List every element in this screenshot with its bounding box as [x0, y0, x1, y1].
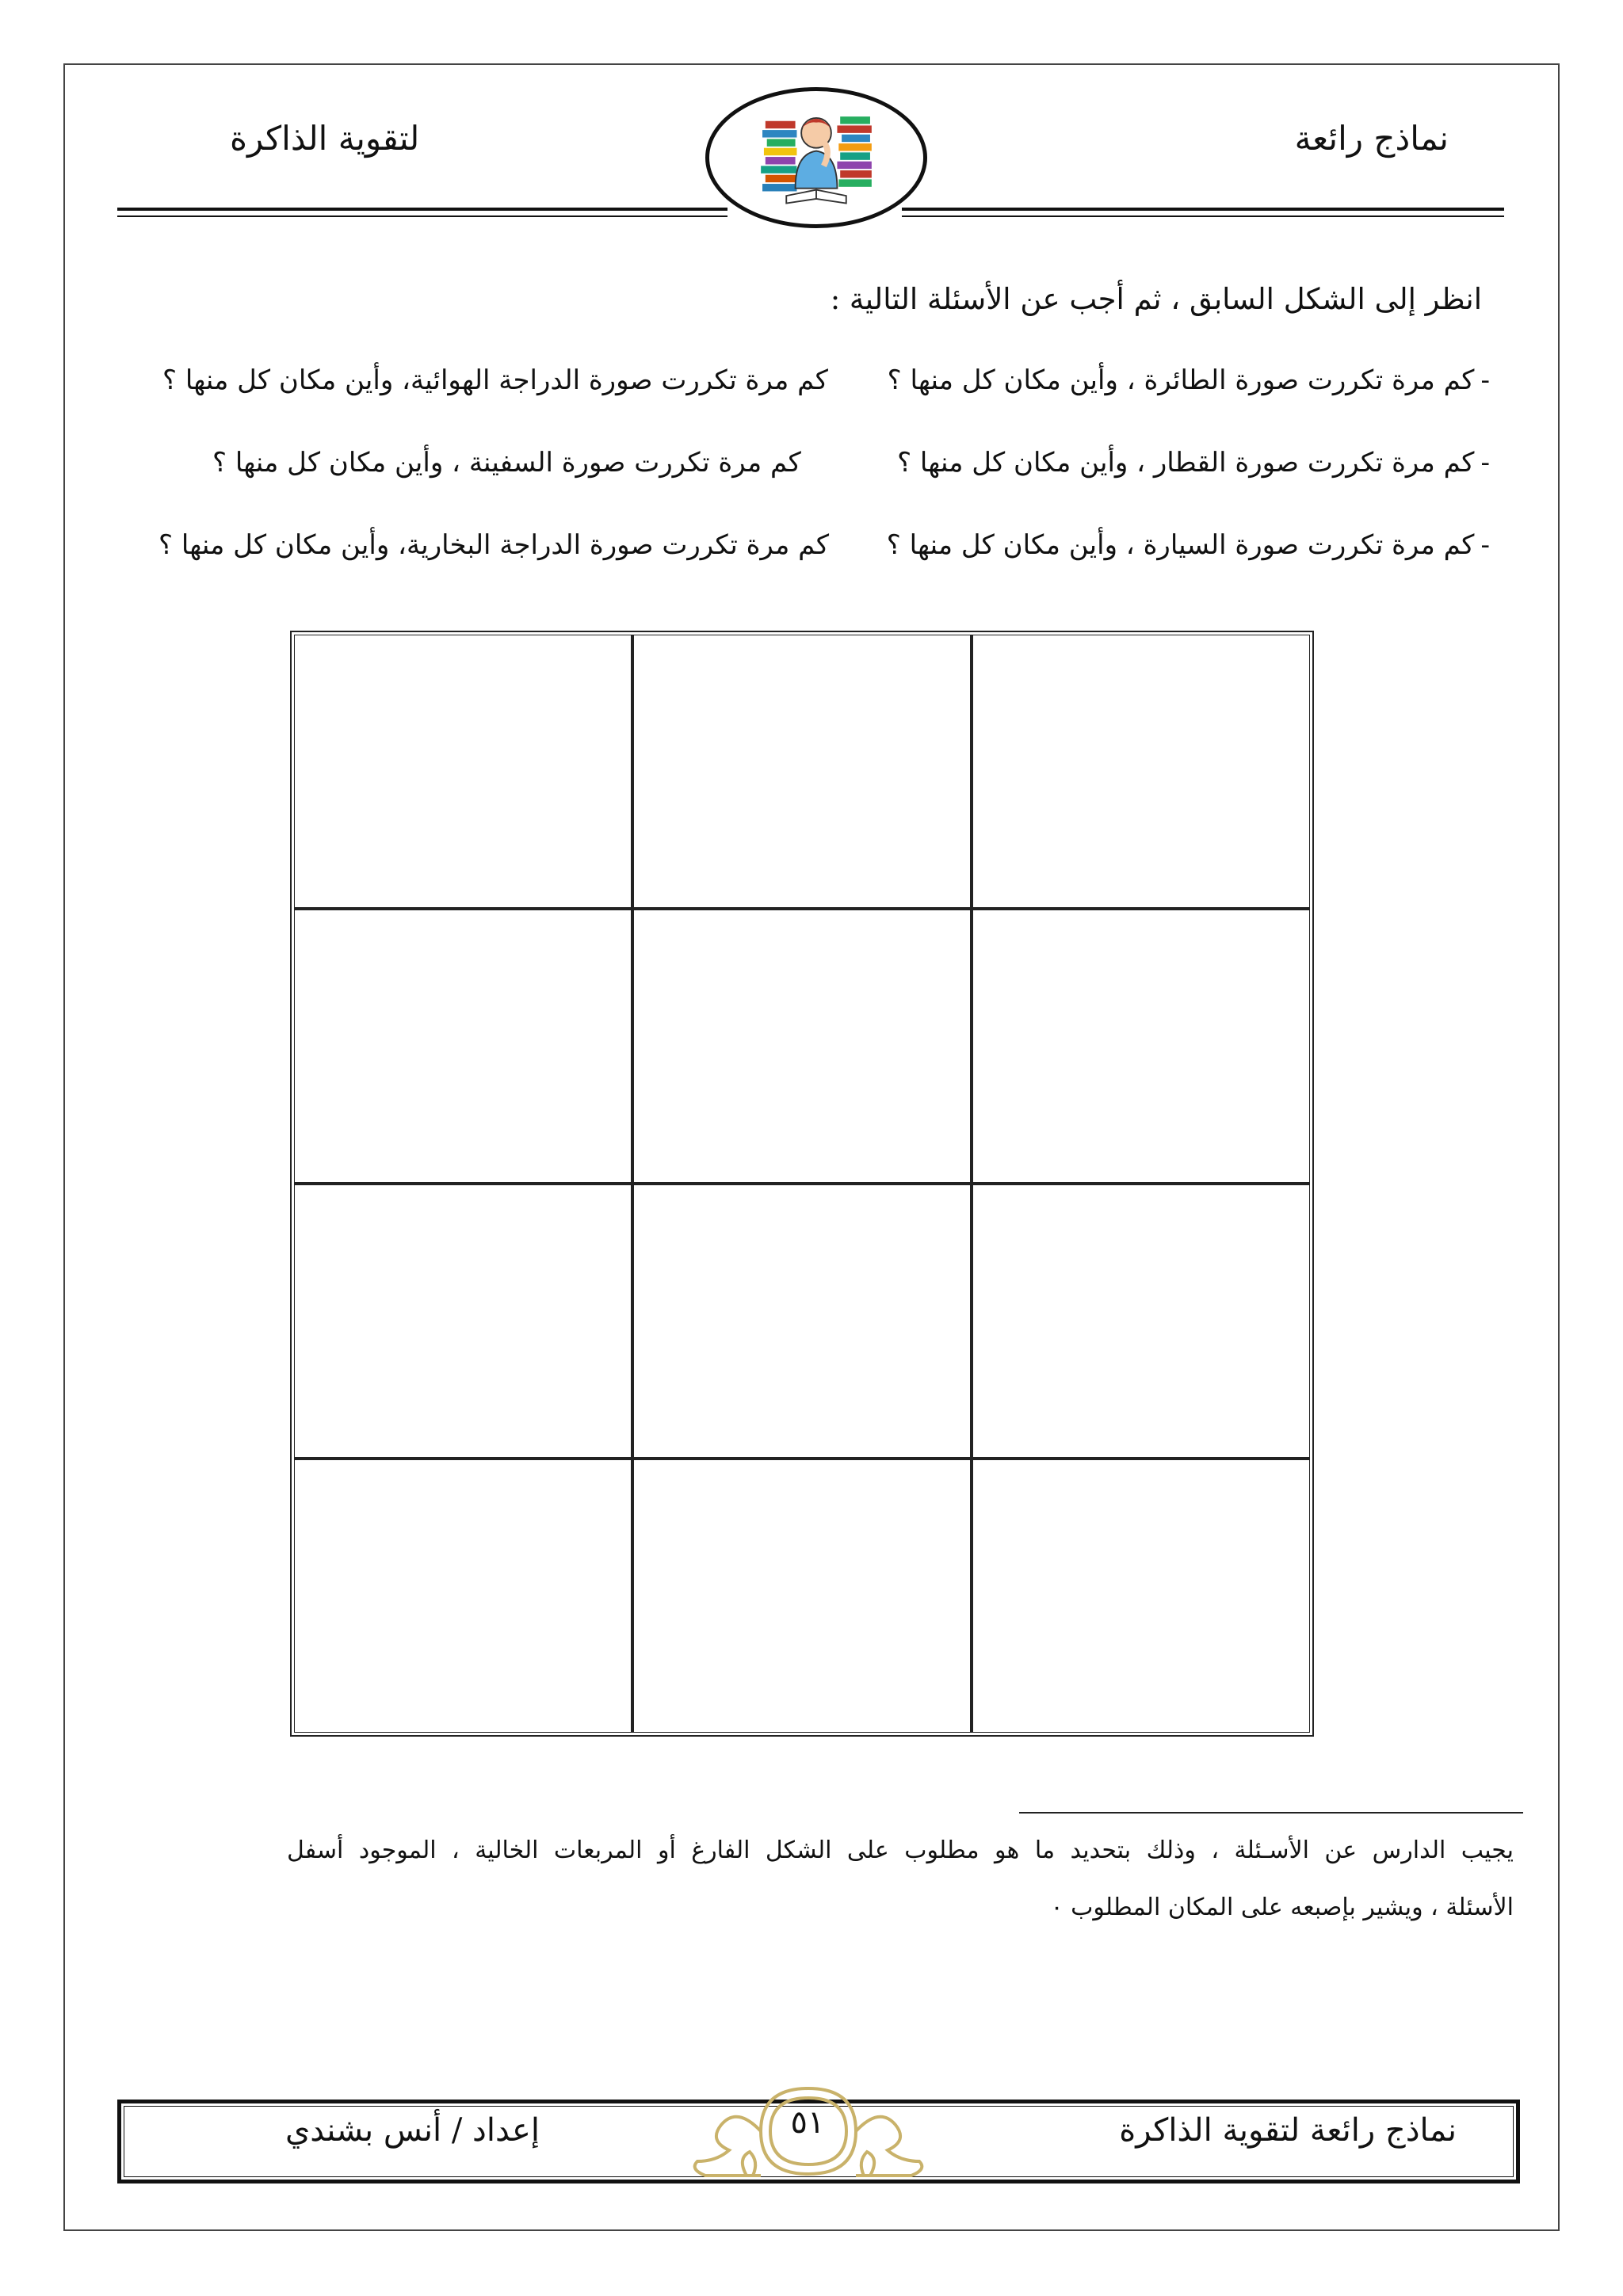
- grid-cell[interactable]: [634, 635, 970, 907]
- header-right-title: نماذج رائعة: [1294, 119, 1449, 158]
- question-text: كم مرة تكررت صورة السيارة ، وأين مكان كل منها ؟: [886, 529, 1475, 561]
- grid-cell[interactable]: [973, 635, 1309, 907]
- header-rule-left: [117, 208, 727, 217]
- header-rule-right: [902, 208, 1504, 217]
- bullet-dash: -: [1480, 447, 1490, 479]
- grid-cell[interactable]: [634, 910, 970, 1182]
- answer-grid: [290, 631, 1314, 1737]
- instruction-text: انظر إلى الشكل السابق ، ثم أجب عن الأسئلة التالية :: [830, 282, 1482, 316]
- bullet-dash: -: [1480, 529, 1490, 561]
- question-2-right: [897, 447, 1490, 479]
- grid-cell[interactable]: [295, 635, 631, 907]
- grid-cell[interactable]: [295, 910, 631, 1182]
- question-3-right: [887, 529, 1490, 561]
- grid-cell[interactable]: [295, 1460, 631, 1732]
- header-left-title: لتقوية الذاكرة: [230, 119, 420, 158]
- question-text: كم مرة تكررت صورة الطائرة ، وأين مكان كل منها ؟: [887, 364, 1475, 396]
- grid-cell[interactable]: [973, 910, 1309, 1182]
- footnote-line-1: يجيب الدارس عن الأسـئلة ، وذلك بتحديد ما هو مطلوب على الشكل الفارغ أو المربعات الخالية ، الموجود أسفل: [287, 1836, 1514, 1864]
- question-1-right: [888, 364, 1490, 396]
- question-text: كم مرة تكررت صورة القطار ، وأين مكان كل منها ؟: [897, 447, 1475, 479]
- answer-grid-cells: [294, 635, 1310, 1733]
- grid-cell[interactable]: [634, 1460, 970, 1732]
- question-3-left: كم مرة تكررت صورة الدراجة البخارية، وأين مكان كل منها ؟: [158, 529, 829, 561]
- question-1-left: كم مرة تكررت صورة الدراجة الهوائية، وأين مكان كل منها ؟: [162, 364, 828, 396]
- grid-cell[interactable]: [973, 1185, 1309, 1457]
- footer-right-text: نماذج رائعة لتقوية الذاكرة: [1119, 2112, 1457, 2149]
- grid-cell[interactable]: [634, 1185, 970, 1457]
- footnote-rule: [1019, 1812, 1523, 1814]
- footnote-line-2: الأسئلة ، ويشير بإصبعه على المكان المطلوب ٠: [1050, 1894, 1514, 1921]
- question-2-left: كم مرة تكررت صورة السفينة ، وأين مكان كل منها ؟: [212, 447, 801, 479]
- student-with-books-icon: [709, 91, 923, 224]
- bullet-dash: -: [1480, 364, 1490, 396]
- footer-left-text: إعداد / أنس بشندي: [285, 2112, 540, 2149]
- page-number: ٥١: [790, 2104, 825, 2141]
- header-logo: [705, 87, 927, 228]
- grid-cell[interactable]: [295, 1185, 631, 1457]
- grid-cell[interactable]: [973, 1460, 1309, 1732]
